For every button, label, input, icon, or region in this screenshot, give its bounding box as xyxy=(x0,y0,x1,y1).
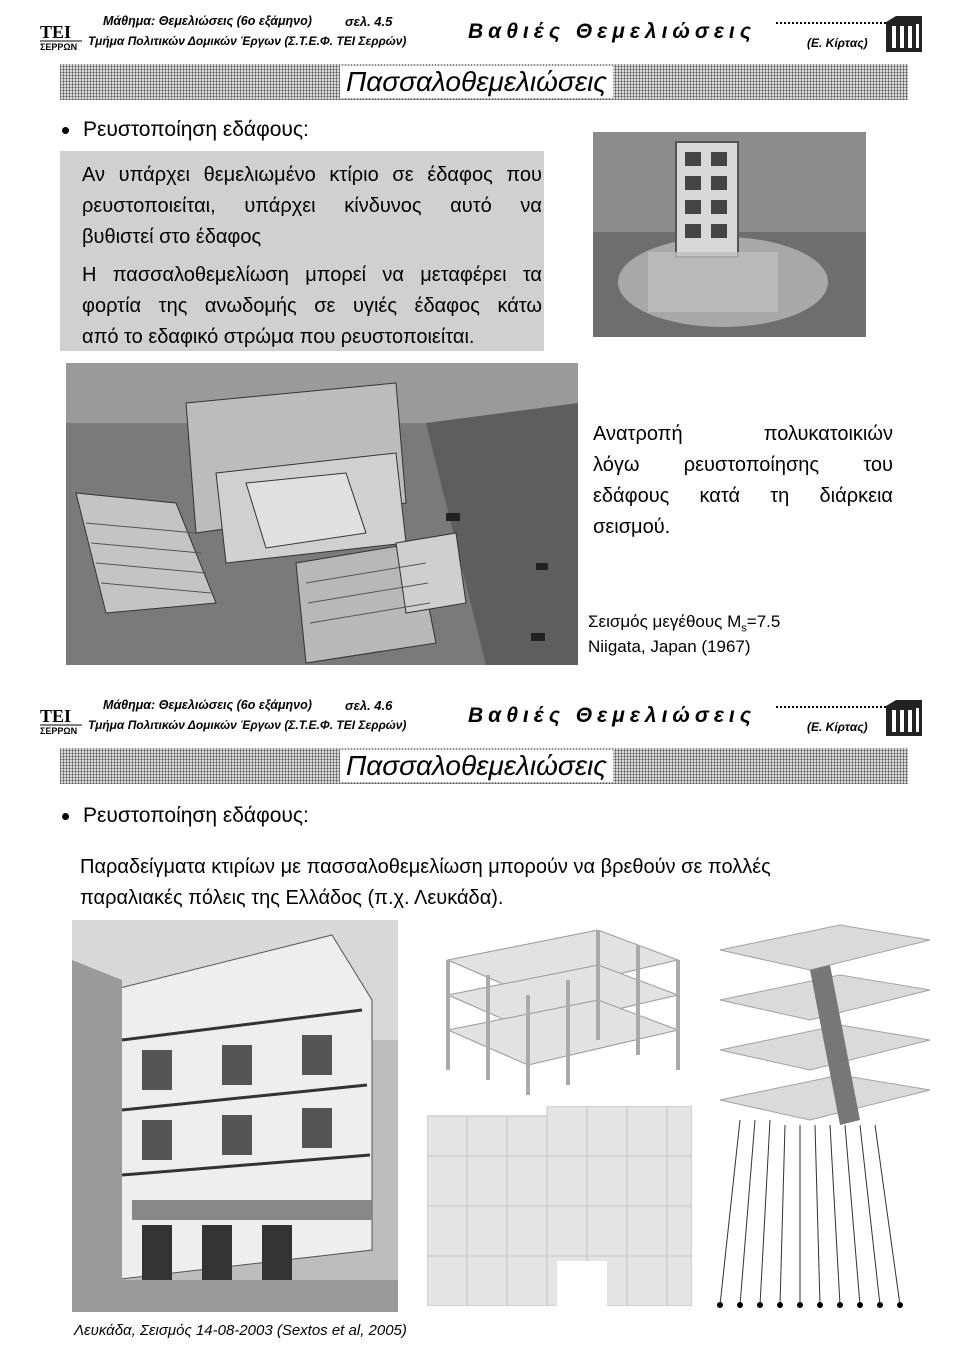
slide-4-5 xyxy=(0,0,960,680)
slide-4-6 xyxy=(0,688,960,1367)
paragraph-1-line-3: βυθιστεί στο έδαφος xyxy=(82,226,262,248)
photo-caption-line-4: σεισμού. xyxy=(593,516,671,538)
header-dots xyxy=(776,22,886,24)
slide-title: Πασσαλοθεμελιώσεις xyxy=(340,750,613,782)
bullet-heading xyxy=(62,118,309,142)
pile-foundation-model xyxy=(700,920,942,1312)
magnitude-subscript: s xyxy=(741,622,747,635)
header-dots xyxy=(776,706,886,708)
author: (Ε. Κίρτας) xyxy=(807,36,868,50)
bullet-heading xyxy=(62,804,309,828)
page-number: σελ. 4.6 xyxy=(345,698,393,713)
course-title: Μάθημα: Θεμελιώσεις (6ο εξάμηνο) xyxy=(103,14,312,28)
course-banner: Βαθιές Θεμελιώσεις xyxy=(468,20,756,43)
bullet-text: Ρευστοποίηση εδάφους: xyxy=(83,804,309,827)
photo-caption-line-3: εδάφους κατά τη διάρκεια xyxy=(593,485,893,507)
paragraph-line-2: παραλιακές πόλεις της Ελλάδος (π.χ. Λευκάδα). xyxy=(80,887,504,909)
magnitude-value: =7.5 xyxy=(746,612,781,631)
svg-text:ΣΕΡΡΩΝ: ΣΕΡΡΩΝ xyxy=(40,42,78,52)
corner-emblem-icon xyxy=(884,14,924,54)
bullet-icon xyxy=(62,813,69,820)
svg-text:ΤΕΙ: ΤΕΙ xyxy=(40,706,72,726)
floor-plan xyxy=(427,1106,692,1306)
bullet-text: Ρευστοποίηση εδάφους: xyxy=(83,118,309,141)
tei-serron-logo xyxy=(38,702,86,738)
paragraph-1-line-1: Αν υπάρχει θεμελιωμένο κτίριο σε έδαφος που xyxy=(82,164,542,186)
course-title: Μάθημα: Θεμελιώσεις (6ο εξάμηνο) xyxy=(103,698,312,712)
tei-serron-logo xyxy=(38,18,86,54)
photo-caption-line-1: Ανατροπή πολυκατοικιών xyxy=(593,423,893,445)
corner-emblem-icon xyxy=(884,698,924,738)
sinking-building-photo xyxy=(593,132,866,337)
page-number: σελ. 4.5 xyxy=(345,14,393,29)
magnitude-label: Σεισμός μεγέθους M xyxy=(588,612,742,631)
niigata-aerial-photo xyxy=(66,363,578,665)
course-banner: Βαθιές Θεμελιώσεις xyxy=(468,704,756,727)
paragraph-1-line-2: ρευστοποιείται, υπάρχει κίνδυνος αυτό να xyxy=(82,195,542,217)
department: Τμήμα Πολιτικών Δομικών Έργων (Σ.Τ.Ε.Φ. ΤΕΙ Σερρών) xyxy=(88,718,407,732)
author: (Ε. Κίρτας) xyxy=(807,720,868,734)
lefkada-building-photo xyxy=(72,920,398,1312)
svg-text:ΣΕΡΡΩΝ: ΣΕΡΡΩΝ xyxy=(40,726,78,736)
paragraph-2-line-3: από το εδαφικό στρώμα που ρευστοποιείται. xyxy=(82,326,475,348)
svg-text:ΤΕΙ: ΤΕΙ xyxy=(40,22,72,42)
paragraph-line-1: Παραδείγματα κτιρίων με πασσαλοθεμελίωση μπορούν να βρεθούν σε πολλές xyxy=(80,856,771,878)
paragraph-2-line-2: φορτία της ανωδομής σε υγιές έδαφος κάτω xyxy=(82,295,542,317)
structural-model-3d xyxy=(428,920,690,1095)
earthquake-magnitude xyxy=(588,612,780,634)
slide-title: Πασσαλοθεμελιώσεις xyxy=(340,66,613,98)
paragraph-2-line-1: Η πασσαλοθεμελίωση μπορεί να μεταφέρει τα xyxy=(82,264,542,286)
bullet-icon xyxy=(62,127,69,134)
department: Τμήμα Πολιτικών Δομικών Έργων (Σ.Τ.Ε.Φ. ΤΕΙ Σερρών) xyxy=(88,34,407,48)
earthquake-location: Niigata, Japan (1967) xyxy=(588,637,751,656)
photo-caption-line-2: λόγω ρευστοποίησης του xyxy=(593,454,893,476)
figure-caption: Λευκάδα, Σεισμός 14-08-2003 (Sextos et al, 2005) xyxy=(74,1322,407,1339)
